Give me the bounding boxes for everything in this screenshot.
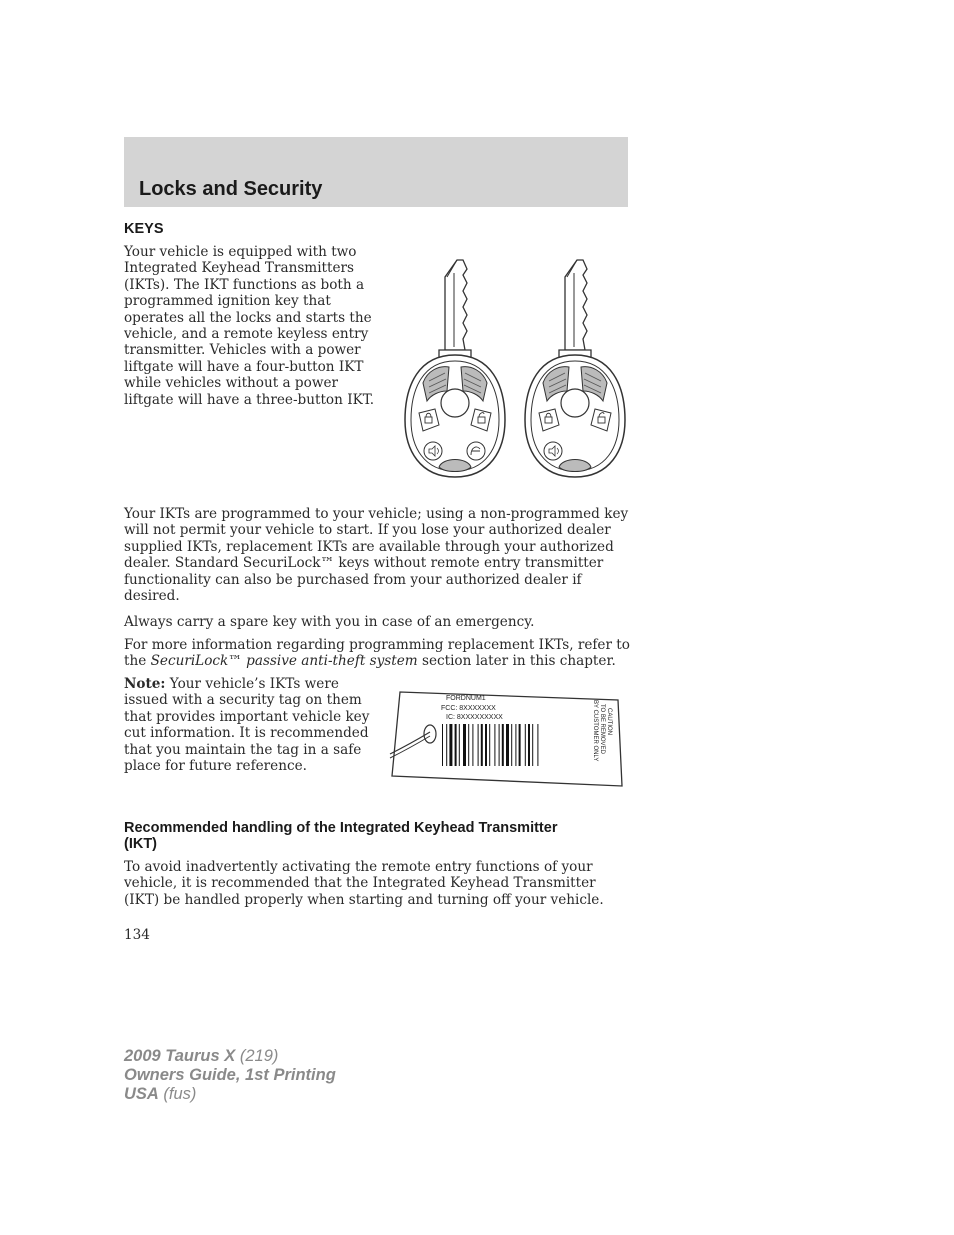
tag-side-2: TO BE REMOVED — [599, 704, 605, 754]
barcode-bar — [478, 724, 479, 766]
text-line: operates all the locks and starts the — [124, 309, 372, 326]
text-line: that you maintain the tag in a safe — [124, 741, 362, 758]
tag-line-3: IC: 8XXXXXXXXX — [446, 714, 503, 721]
text-line: liftgate will have a four-button IKT — [124, 358, 364, 375]
barcode-bar — [499, 724, 500, 766]
securilock-reference: SecuriLock™ passive anti-theft system — [150, 653, 418, 670]
barcode-bar — [515, 724, 516, 766]
barcode-bar — [463, 724, 466, 766]
text-fragment: the — [124, 653, 151, 670]
tag-line-1: FORDNUM1 — [446, 695, 486, 702]
text-line: For more information regarding programming replacement IKTs, refer to — [124, 637, 630, 653]
text-line: will not permit your vehicle to start. If you lose your authorized dealer — [124, 522, 611, 539]
footer-model-code: (219) — [235, 1047, 279, 1065]
text-line: (IKT) — [124, 836, 158, 852]
barcode-bar — [511, 724, 512, 766]
barcode-bar — [468, 724, 469, 766]
tag-side-3: BY CUSTOMER ONLY — [592, 700, 598, 762]
barcode-bar — [525, 724, 526, 766]
keys-illustration — [400, 255, 630, 485]
more-info-paragraph — [124, 637, 630, 670]
text-line: issued with a security tag on them — [124, 692, 362, 709]
barcode-bar — [489, 724, 490, 766]
barcode-bar — [537, 724, 538, 766]
text-line: while vehicles without a power — [124, 375, 338, 392]
footer-guide: Owners Guide, 1st Printing — [124, 1066, 336, 1084]
barcode-bar — [528, 724, 530, 766]
four-button-ikt-icon — [405, 260, 505, 477]
header-band — [124, 137, 628, 207]
text-line: (IKT) be handled properly when starting and turning off your vehicle. — [124, 891, 604, 908]
text-line: Recommended handling of the Integrated Keyhead Transmitter — [124, 820, 558, 836]
barcode-bar — [519, 724, 521, 766]
text-line: Your vehicle is equipped with two — [124, 244, 357, 260]
tag-side-1: CAUTION — [606, 708, 612, 735]
keys-heading: KEYS — [124, 221, 164, 237]
text-line: vehicle, it is recommended that the Integrated Keyhead Transmitter — [124, 875, 596, 892]
text-line: To avoid inadvertently activating the remote entry functions of your — [124, 859, 593, 875]
text-line: dealer. Standard SecuriLock™ keys without remote entry transmitter — [124, 555, 604, 572]
barcode-bar — [455, 724, 457, 766]
programmed-paragraph — [124, 506, 628, 604]
footer-model: 2009 Taurus X — [124, 1047, 236, 1065]
barcode-bar — [494, 724, 495, 766]
text-line: liftgate will have a three-button IKT. — [124, 391, 375, 408]
footer-region-code: (fus) — [158, 1085, 197, 1103]
barcode-bar — [446, 724, 447, 766]
barcode-bar — [459, 724, 460, 766]
page-title: Locks and Security — [139, 178, 323, 200]
footer-region-line — [124, 1085, 336, 1104]
footer-region: USA — [124, 1085, 159, 1103]
page-number: 134 — [124, 927, 150, 943]
text-line: supplied IKTs, replacement IKTs are available through your authorized — [124, 538, 614, 555]
keys-intro-paragraph — [124, 244, 374, 408]
footer-guide-line — [124, 1066, 336, 1085]
handling-heading — [124, 820, 557, 852]
barcode-bar — [449, 724, 452, 766]
text-line: cut information. It is recommended — [124, 725, 369, 742]
text-line: that provides important vehicle key — [124, 708, 370, 725]
footer-model-line — [124, 1047, 336, 1066]
text-line: programmed ignition key that — [124, 293, 331, 310]
barcode-bar — [502, 724, 504, 766]
text-line: desired. — [124, 588, 180, 605]
security-tag-illustration — [390, 688, 626, 790]
text-line: (IKTs). The IKT functions as both a — [124, 276, 365, 293]
barcode-bar — [506, 724, 509, 766]
text-line: vehicle, and a remote keyless entry — [124, 326, 369, 343]
text-line: place for future reference. — [124, 758, 307, 775]
barcode-bar — [442, 724, 443, 766]
barcode-bar — [472, 724, 473, 766]
three-button-ikt-icon — [525, 260, 625, 477]
text-fragment: Your vehicle’s IKTs were — [165, 676, 339, 692]
text-line: Your IKTs are programmed to your vehicle; using a non-programmed key — [124, 506, 629, 522]
barcode-bar — [481, 724, 483, 766]
text-line: Integrated Keyhead Transmitters — [124, 260, 354, 277]
tag-line-2: FCC: 8XXXXXXX — [441, 705, 496, 712]
footer — [124, 1047, 336, 1104]
text-line: transmitter. Vehicles with a power — [124, 342, 361, 359]
handling-paragraph — [124, 859, 604, 908]
barcode-bar — [485, 724, 487, 766]
spare-key-paragraph: Always carry a spare key with you in case of an emergency. — [124, 614, 535, 630]
text-fragment: section later in this chapter. — [417, 653, 616, 670]
note-paragraph — [124, 676, 369, 774]
note-label: Note: — [124, 676, 166, 692]
barcode-bar — [532, 724, 533, 766]
text-line: functionality can also be purchased from your authorized dealer if — [124, 571, 582, 588]
